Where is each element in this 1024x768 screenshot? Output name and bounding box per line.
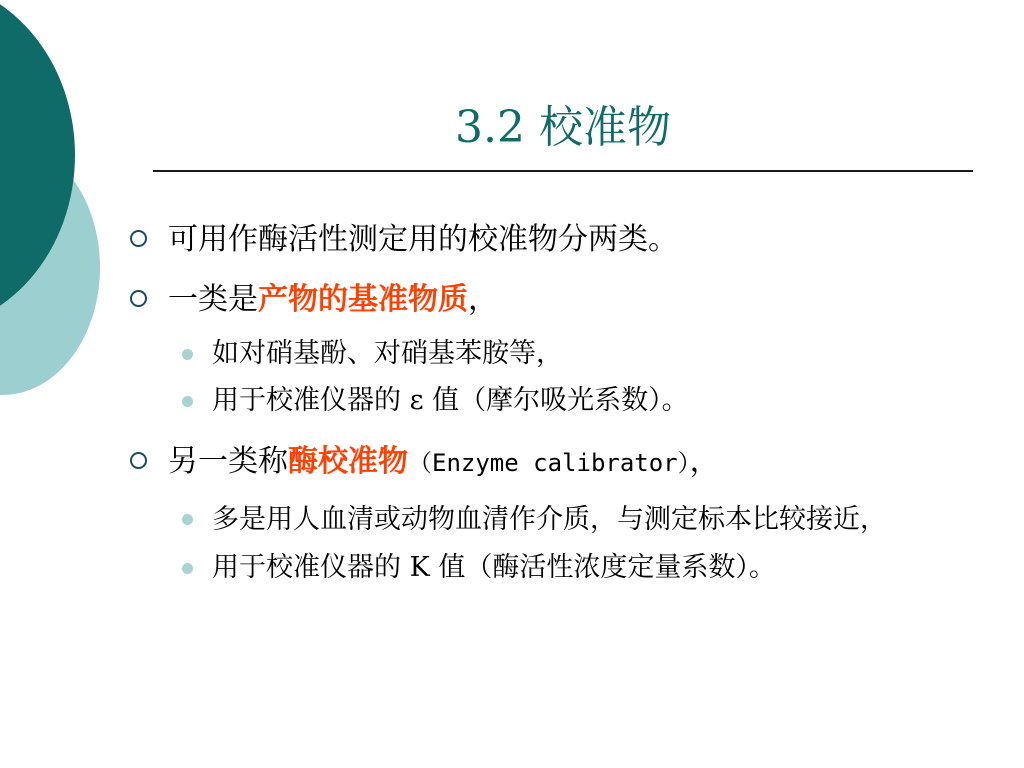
sub-bullet-text: 用于校准仪器的 ε 值（摩尔吸光系数）。 bbox=[212, 385, 689, 416]
slide-title: 3.2 校准物 bbox=[455, 102, 671, 153]
hollow-circle-icon bbox=[130, 452, 147, 469]
bullet-text: 可用作酶活性测定用的校准物分两类。 bbox=[168, 222, 678, 257]
sub-bullet-item bbox=[130, 377, 980, 424]
bullet-item-classes bbox=[130, 210, 980, 270]
highlighted-term: 酶校准物 bbox=[288, 444, 408, 479]
hollow-circle-icon bbox=[130, 290, 147, 307]
bullet-text-prefix: 另一类称 bbox=[168, 444, 288, 479]
bullet-item-enzyme-calibrator bbox=[130, 432, 980, 493]
bullet-text-prefix: 一类是 bbox=[168, 282, 258, 317]
bullet-item-product-standard bbox=[130, 270, 980, 330]
slide-content bbox=[130, 210, 980, 591]
sub-bullet-text: 如对硝基酚、对硝基苯胺等， bbox=[212, 338, 563, 369]
sub-bullet-item bbox=[130, 493, 980, 544]
sub-bullet-item bbox=[130, 544, 980, 591]
highlighted-term: 产物的基准物质 bbox=[258, 282, 468, 317]
hollow-circle-icon bbox=[130, 230, 147, 247]
sub-bullet-text: 多是用人血清或动物血清作介质，与测定标本比较接近， bbox=[212, 504, 887, 535]
english-term: （Enzyme calibrator） bbox=[408, 449, 690, 477]
bullet-text-suffix: ， bbox=[689, 444, 720, 479]
title-divider bbox=[153, 170, 973, 172]
sub-bullet-item bbox=[130, 330, 980, 377]
filled-dot-icon bbox=[182, 396, 193, 407]
sub-bullet-text: 用于校准仪器的 K 值（酶活性浓度定量系数）。 bbox=[212, 552, 776, 583]
filled-dot-icon bbox=[182, 514, 193, 525]
bullet-text-suffix: ， bbox=[468, 282, 498, 317]
filled-dot-icon bbox=[182, 563, 193, 574]
filled-dot-icon bbox=[182, 349, 193, 360]
